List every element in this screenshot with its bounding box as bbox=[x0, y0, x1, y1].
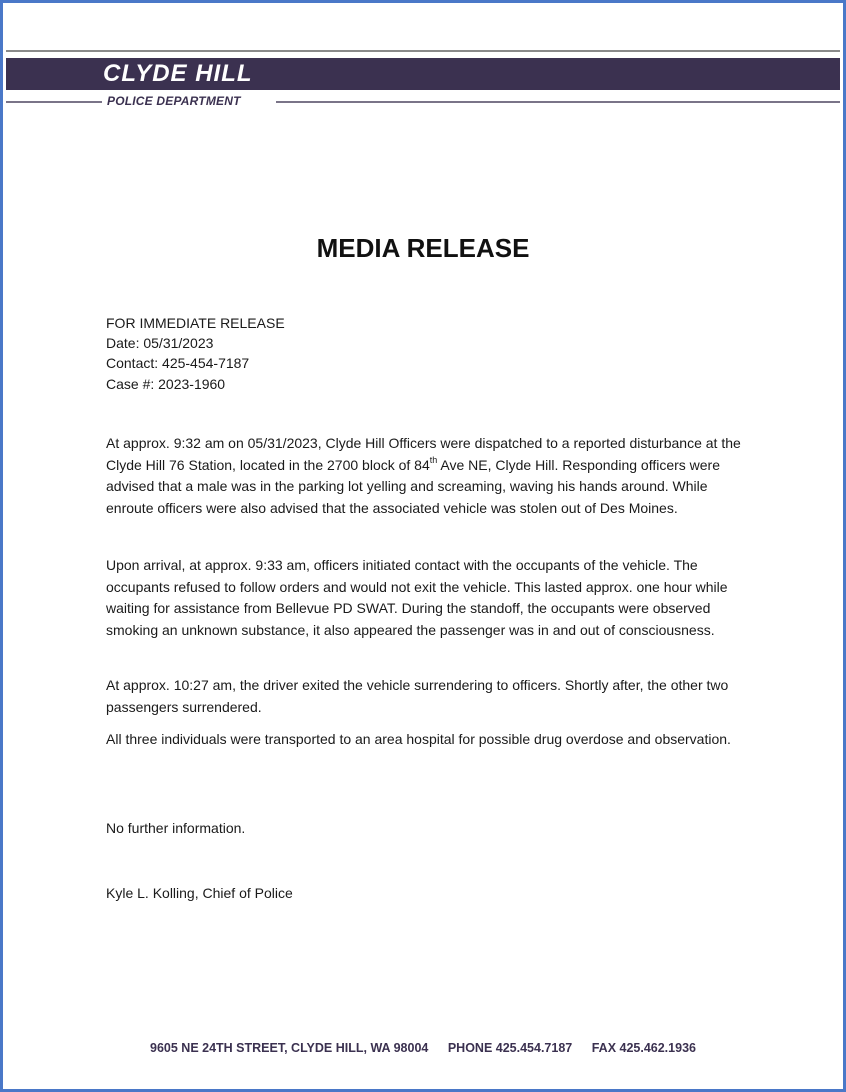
ordinal-suffix: th bbox=[429, 455, 438, 466]
footer-contact bbox=[3, 1041, 843, 1055]
letterhead-department: POLICE DEPARTMENT bbox=[107, 94, 241, 108]
document-title: MEDIA RELEASE bbox=[316, 233, 530, 263]
paragraph-dispatch-part1: At approx. 9:32 am on 05/31/2023, Clyde Hill Officers were dispatched to a reported disturbance at the Clyde Hill 76 Station, located in the 2700 block of 84 bbox=[106, 435, 741, 473]
letterhead-name: CLYDE HILL bbox=[103, 60, 253, 87]
release-date: Date: 05/31/2023 bbox=[106, 335, 214, 352]
footer-fax: FAX 425.462.1936 bbox=[591, 1041, 696, 1055]
paragraph-hospital: All three individuals were transported to an area hospital for possible drug overdose and observation. bbox=[106, 731, 731, 747]
sub-rule-left bbox=[6, 101, 102, 103]
release-meta bbox=[106, 313, 506, 394]
signature-line: Kyle L. Kolling, Chief of Police bbox=[106, 885, 293, 901]
sub-rule-right bbox=[276, 101, 840, 103]
paragraph-dispatch bbox=[106, 433, 751, 520]
paragraph-surrender: At approx. 10:27 am, the driver exited the vehicle surrendering to officers. Shortly after, the other two passengers surrendered. bbox=[106, 677, 729, 715]
header-top-rule bbox=[6, 50, 840, 52]
paragraph-arrival: Upon arrival, at approx. 9:33 am, officers initiated contact with the occupants of the vehicle. The occupants refused to follow orders and would not exit the vehicle. This lasted approx. one hour while waiting for assistance from Bellevue PD SWAT. During the standoff, the occupants were observed smoking an unknown substance, it also appeared the passenger was in and out of consciousness. bbox=[106, 557, 728, 639]
paragraph-closing: No further information. bbox=[106, 820, 246, 836]
release-label: FOR IMMEDIATE RELEASE bbox=[106, 315, 285, 331]
release-contact: Contact: 425-454-7187 bbox=[106, 355, 250, 372]
footer-phone: PHONE 425.454.7187 bbox=[447, 1041, 573, 1055]
footer-address: 9605 NE 24TH STREET, CLYDE HILL, WA 98004 bbox=[150, 1041, 429, 1055]
release-case-number: Case #: 2023-1960 bbox=[106, 375, 226, 392]
paragraph-dispatch-part2: Ave NE, Clyde Hill. Responding officers were advised that a male was in the parking lot yelling and screaming, waving his hands around. While enroute officers were also advised that the associated vehicle was stolen out of Des Moines. bbox=[106, 456, 721, 517]
